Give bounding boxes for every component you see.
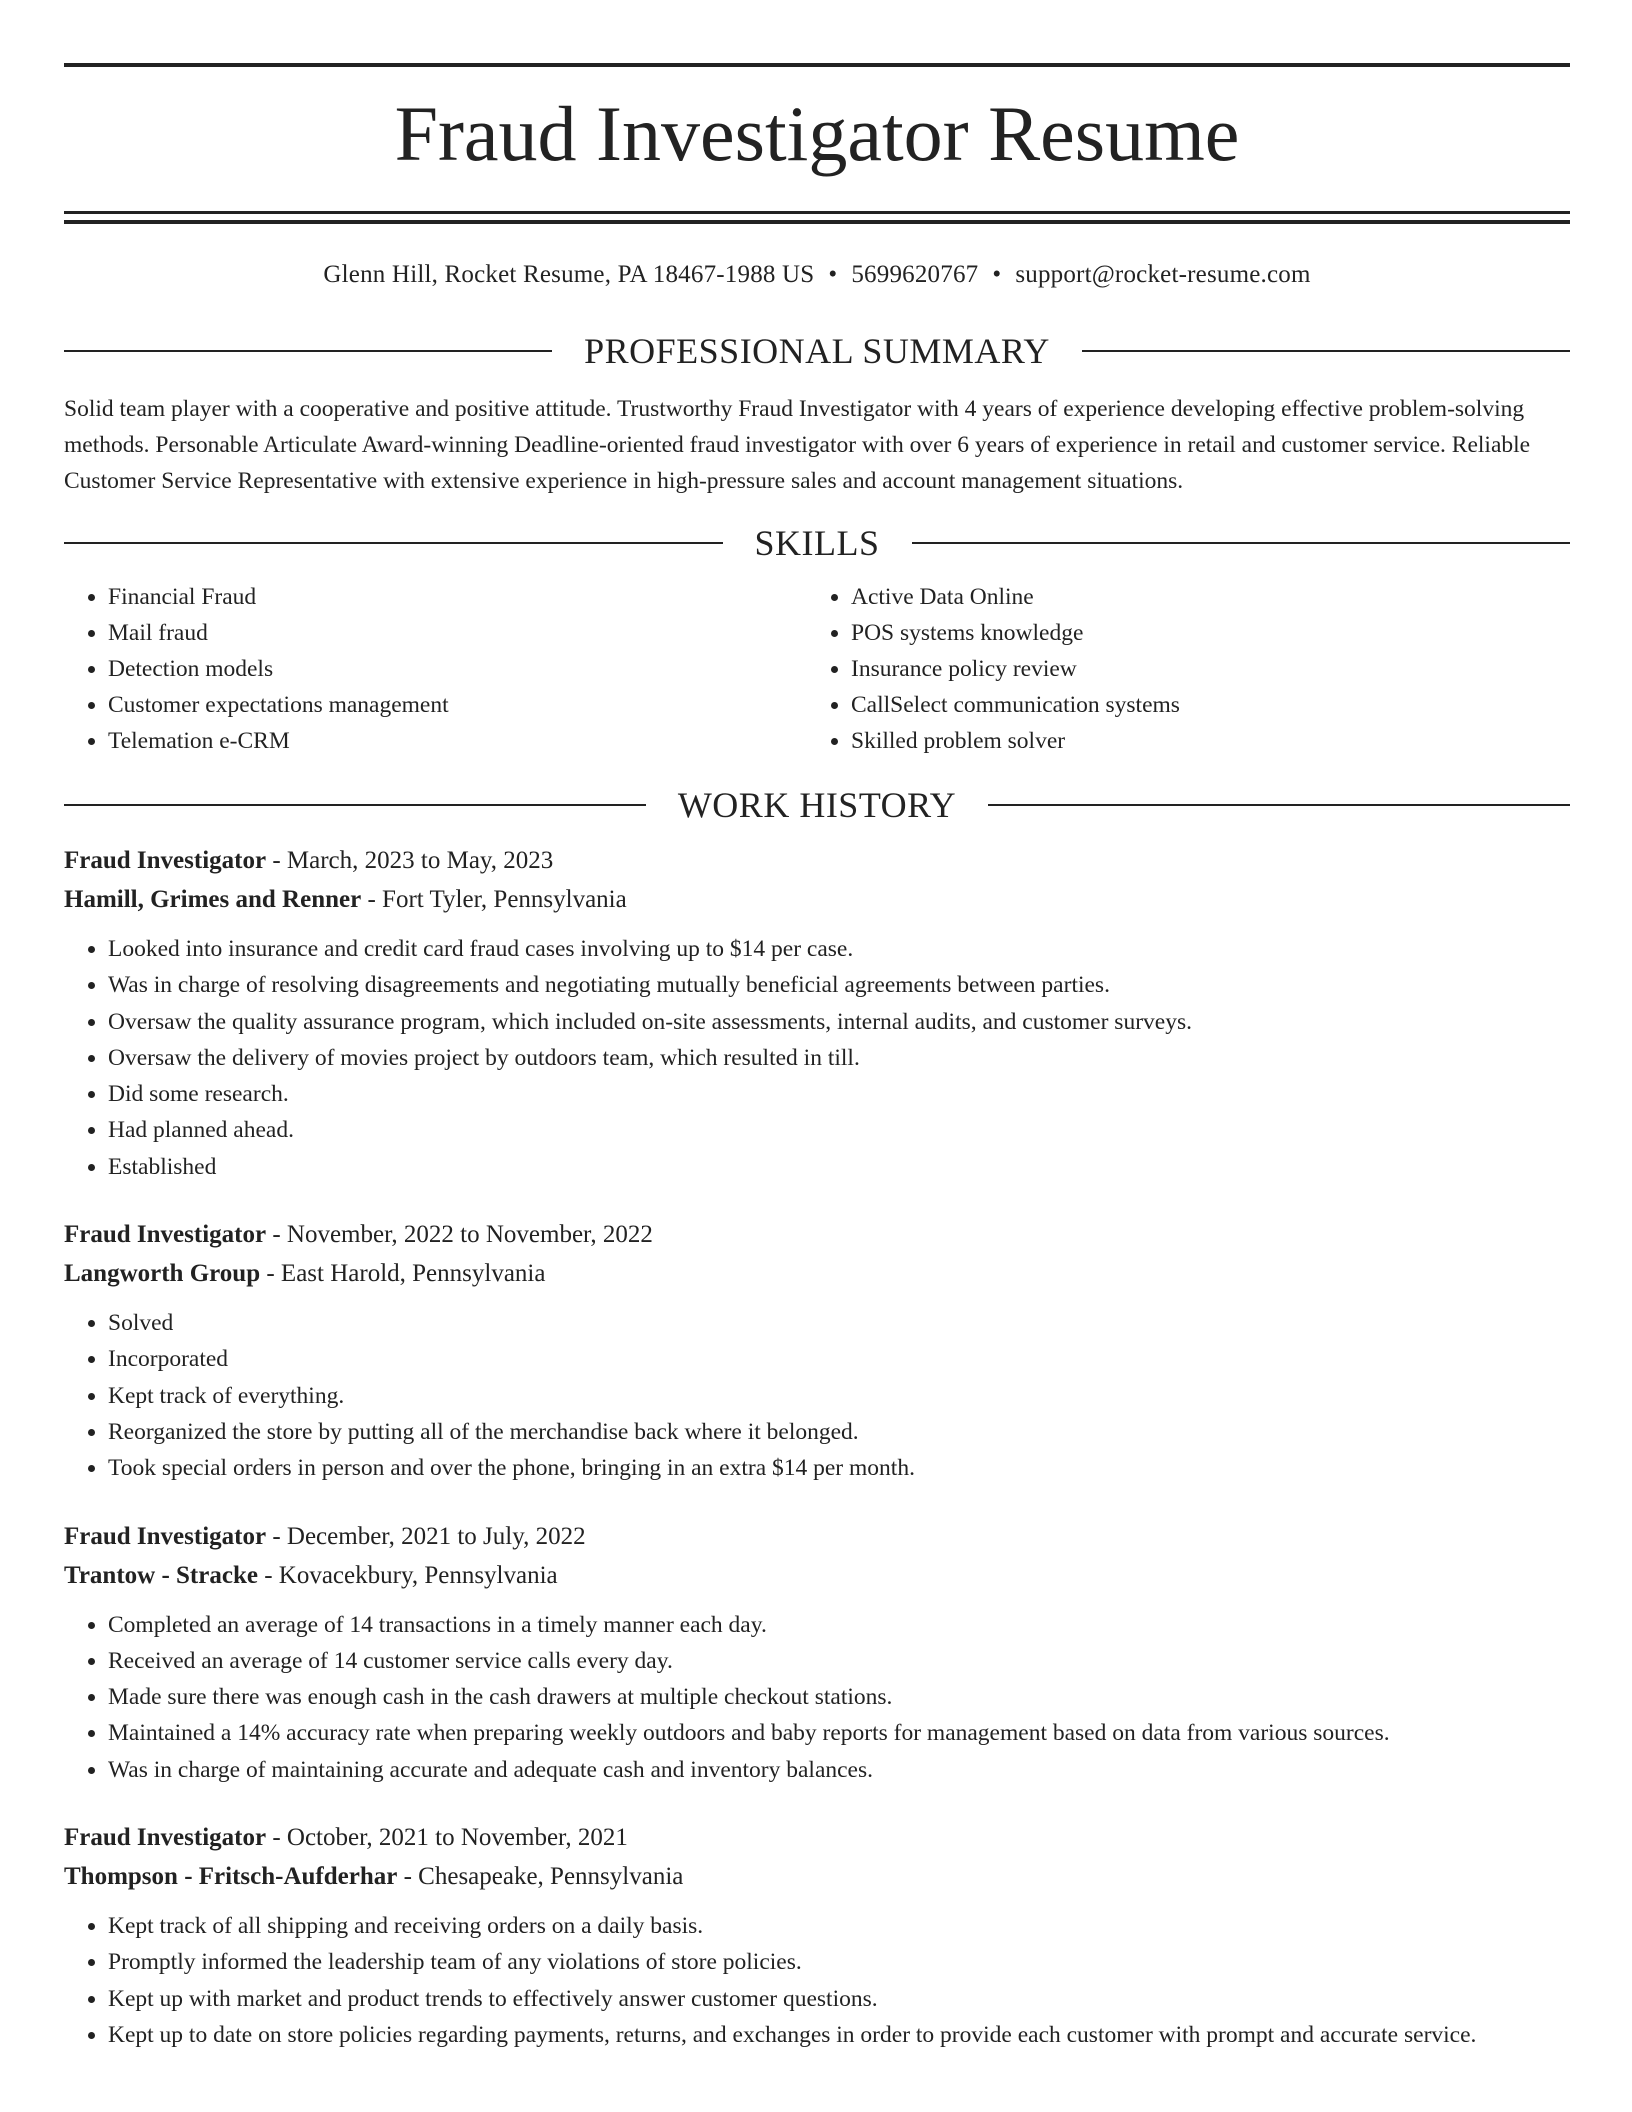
job-bullet: • Kept up to date on store policies regarding payments, returns, and exchanges in order to provide each customer with prompt and accurate service. (108, 2017, 1570, 2053)
summary-heading-text: PROFESSIONAL SUMMARY (584, 331, 1050, 371)
job-bullet: • Was in charge of resolving disagreements and negotiating mutually beneficial agreements between parties. (108, 967, 1570, 1003)
work-heading (64, 787, 1570, 823)
job-title-line (64, 1818, 1570, 1857)
skill-item: • Mail fraud (108, 615, 807, 651)
job-bullet: • Promptly informed the leadership team of any violations of store policies. (108, 1944, 1570, 1980)
job-company-line (64, 1857, 1570, 1896)
top-rule (64, 63, 1570, 67)
job-location: - Kovacekbury, Pennsylvania (257, 1561, 558, 1589)
skill-item: • Telemation e-CRM (108, 723, 807, 759)
contact-email: support@rocket-resume.com (1015, 261, 1311, 288)
job-bullets (64, 931, 1570, 1185)
job-dates: - March, 2023 to May, 2023 (266, 847, 554, 874)
job-bullet: • Took special orders in person and over the phone, bringing in an extra $14 per month. (108, 1450, 1570, 1486)
job-company-line (64, 1254, 1570, 1293)
job-title: Fraud Investigator (64, 1824, 267, 1852)
job-entry (64, 1215, 1570, 1486)
contact-separator: • (992, 261, 1002, 288)
heading-rule-left (64, 350, 552, 352)
skill-item: • Customer expectations management (108, 687, 807, 723)
job-bullet: • Received an average of 14 customer service calls every day. (108, 1643, 1570, 1679)
job-bullet: • Kept track of everything. (108, 1378, 1570, 1414)
job-bullets (64, 1305, 1570, 1486)
job-bullet: • Kept track of all shipping and receiving orders on a daily basis. (108, 1908, 1570, 1944)
job-bullets (64, 1908, 1570, 2053)
skill-item: • Skilled problem solver (851, 723, 1550, 759)
job-bullet: • Was in charge of maintaining accurate and adequate cash and inventory balances. (108, 1752, 1570, 1788)
heading-rule-right (1082, 350, 1570, 352)
job-location: - Fort Tyler, Pennsylvania (361, 886, 627, 913)
job-bullet: • Reorganized the store by putting all of the merchandise back where it belonged. (108, 1414, 1570, 1450)
summary-text: Solid team player with a cooperative and positive attitude. Trustworthy Fraud Investigator with 4 years of experience developing effective problem-solving methods. Personable Articulate Award-winning Deadline-oriented fraud investigator with over 6 years of experience in retail and customer service. Reliable Customer Service Representative with extensive experience in high-pressure sales and account management situations. (64, 396, 1531, 494)
skill-item: • Active Data Online (851, 579, 1550, 615)
heading-rule-left (64, 804, 646, 806)
resume-title: Fraud Investigator Resume (394, 90, 1240, 177)
summary-heading (64, 333, 1570, 369)
job-title: Fraud Investigator (64, 847, 267, 874)
title-rule-upper (64, 211, 1570, 214)
heading-rule-right (912, 542, 1571, 544)
job-location: - East Harold, Pennsylvania (260, 1260, 546, 1288)
job-bullet: • Made sure there was enough cash in the cash drawers at multiple checkout stations. (108, 1679, 1570, 1715)
skill-item: • Detection models (108, 651, 807, 687)
job-bullet: • Incorporated (108, 1341, 1570, 1377)
contact-line (64, 262, 1570, 287)
job-company: Hamill, Grimes and Renner (64, 886, 362, 913)
job-bullet: • Solved (108, 1305, 1570, 1341)
skills-heading (64, 525, 1570, 561)
contact-separator: • (828, 261, 838, 288)
job-bullet: • Oversaw the quality assurance program, which included on-site assessments, internal audits, and customer surveys. (108, 1004, 1570, 1040)
job-title: Fraud Investigator (64, 1221, 267, 1249)
resume-page (64, 0, 1570, 2053)
work-heading-text: WORK HISTORY (677, 785, 957, 825)
skill-item: • Insurance policy review (851, 651, 1550, 687)
job-entry (64, 1517, 1570, 1788)
skill-item: • POS systems knowledge (851, 615, 1550, 651)
job-company-line (64, 1556, 1570, 1595)
job-dates: - December, 2021 to July, 2022 (266, 1522, 586, 1550)
job-bullet: • Looked into insurance and credit card fraud cases involving up to $14 per case. (108, 931, 1570, 967)
job-bullet: • Oversaw the delivery of movies project by outdoors team, which resulted in till. (108, 1040, 1570, 1076)
job-bullet: • Had planned ahead. (108, 1112, 1570, 1148)
job-title-line (64, 841, 1570, 880)
contact-phone: 5699620767 (851, 261, 979, 288)
job-bullet: • Maintained a 14% accuracy rate when preparing weekly outdoors and baby reports for management based on data from various sources. (108, 1715, 1570, 1751)
job-bullets (64, 1607, 1570, 1788)
title-rule-lower (64, 220, 1570, 224)
job-company-line (64, 880, 1570, 919)
skill-item: • CallSelect communication systems (851, 687, 1550, 723)
job-bullet: • Kept up with market and product trends to effectively answer customer questions. (108, 1981, 1570, 2017)
job-bullet: • Completed an average of 14 transactions in a timely manner each day. (108, 1607, 1570, 1643)
skills-column-left (64, 579, 807, 759)
job-company: Langworth Group (64, 1260, 261, 1288)
job-title-line (64, 1517, 1570, 1556)
heading-rule-right (988, 804, 1570, 806)
skill-item: • Financial Fraud (108, 579, 807, 615)
job-location: - Chesapeake, Pennsylvania (397, 1863, 684, 1891)
contact-address: Glenn Hill, Rocket Resume, PA 18467-1988 US (323, 261, 815, 288)
job-company: Thompson - Fritsch-Aufderhar (64, 1863, 398, 1891)
skills-list (64, 579, 1570, 759)
job-bullet: • Established (108, 1149, 1570, 1185)
job-title-line (64, 1215, 1570, 1254)
skills-column-right (807, 579, 1550, 759)
work-history (64, 841, 1570, 2053)
job-dates: - November, 2022 to November, 2022 (266, 1221, 653, 1249)
job-dates: - October, 2021 to November, 2021 (266, 1824, 628, 1852)
job-entry (64, 1818, 1570, 2053)
job-entry (64, 841, 1570, 1185)
job-title: Fraud Investigator (64, 1522, 267, 1550)
job-company: Trantow - Stracke (64, 1561, 258, 1589)
heading-rule-left (64, 542, 723, 544)
skills-heading-text: SKILLS (754, 523, 880, 563)
job-bullet: • Did some research. (108, 1076, 1570, 1112)
